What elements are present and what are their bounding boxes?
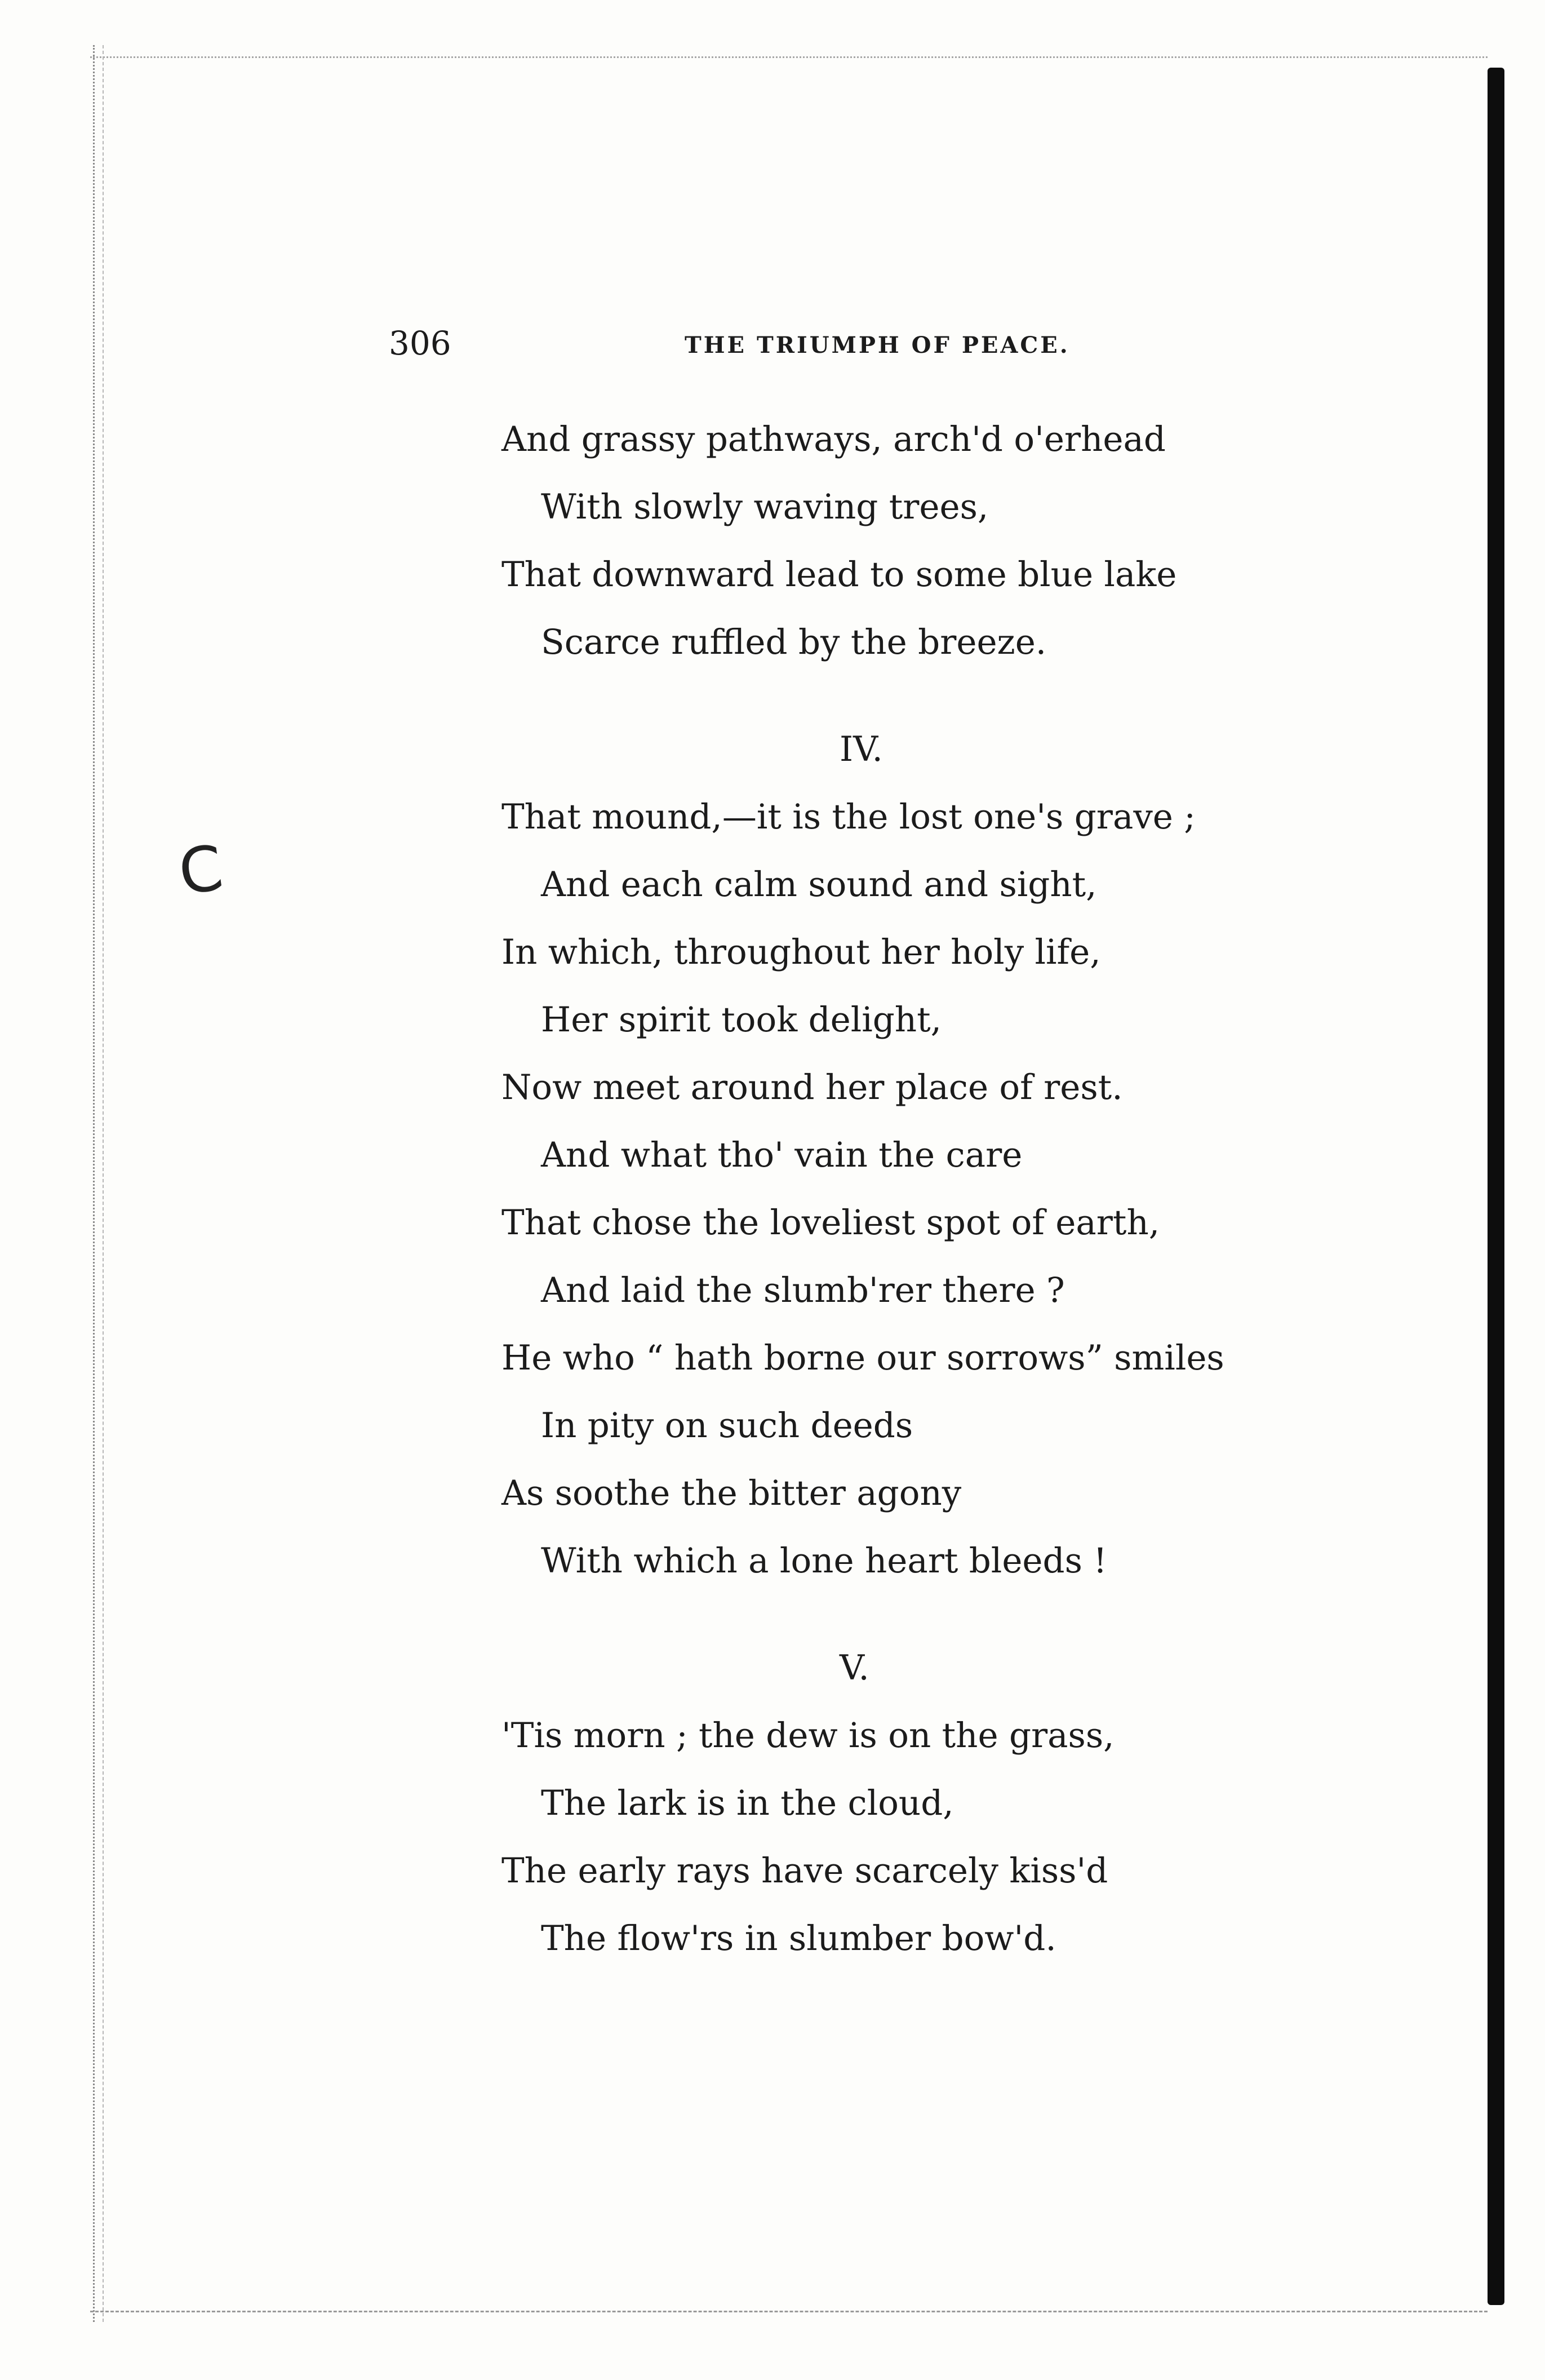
poem-line: And what tho' vain the care [541,1135,1023,1175]
page-number: 306 [389,324,451,362]
scan-noise-top [90,56,1488,58]
poem-line: That downward lead to some blue lake [501,555,1177,595]
stanza-numeral-v: V. [840,1648,869,1688]
poem-line: And grassy pathways, arch'd o'erhead [501,419,1166,459]
poem-line: He who “ hath borne our sorrows” smiles [501,1338,1224,1378]
scan-noise-bottom [90,2311,1488,2312]
poem-line: The lark is in the cloud, [541,1783,954,1823]
scan-gutter-edge [93,45,104,2322]
page-header [389,324,1110,369]
poem-line: In which, throughout her holy life, [501,932,1101,972]
poem-line: As soothe the bitter agony [501,1473,962,1513]
margin-mark: C [174,831,228,909]
poem-line: Scarce ruffled by the breeze. [541,622,1047,662]
scan-binding-shadow [1488,68,1504,2305]
poem-line: The flow'rs in slumber bow'd. [541,1918,1056,1958]
poem-line: And each calm sound and sight, [541,865,1097,905]
poem-line: Now meet around her place of rest. [501,1067,1123,1107]
poem-line: In pity on such deeds [541,1406,913,1446]
poem-line: Her spirit took delight, [541,1000,942,1040]
poem-line: That chose the loveliest spot of earth, [501,1203,1160,1243]
poem-line: That mound,—it is the lost one's grave ; [501,797,1196,837]
poem-body [501,406,1318,1973]
running-title: THE TRIUMPH OF PEACE. [685,332,1070,358]
poem-line: With which a lone heart bleeds ! [541,1541,1107,1581]
stanza-numeral-iv: IV. [840,729,883,769]
poem-line: 'Tis morn ; the dew is on the grass, [501,1716,1115,1756]
poem-line: With slowly waving trees, [541,487,989,527]
poem-line: And laid the slumb'rer there ? [541,1270,1065,1310]
poem-line: The early rays have scarcely kiss'd [501,1851,1108,1891]
